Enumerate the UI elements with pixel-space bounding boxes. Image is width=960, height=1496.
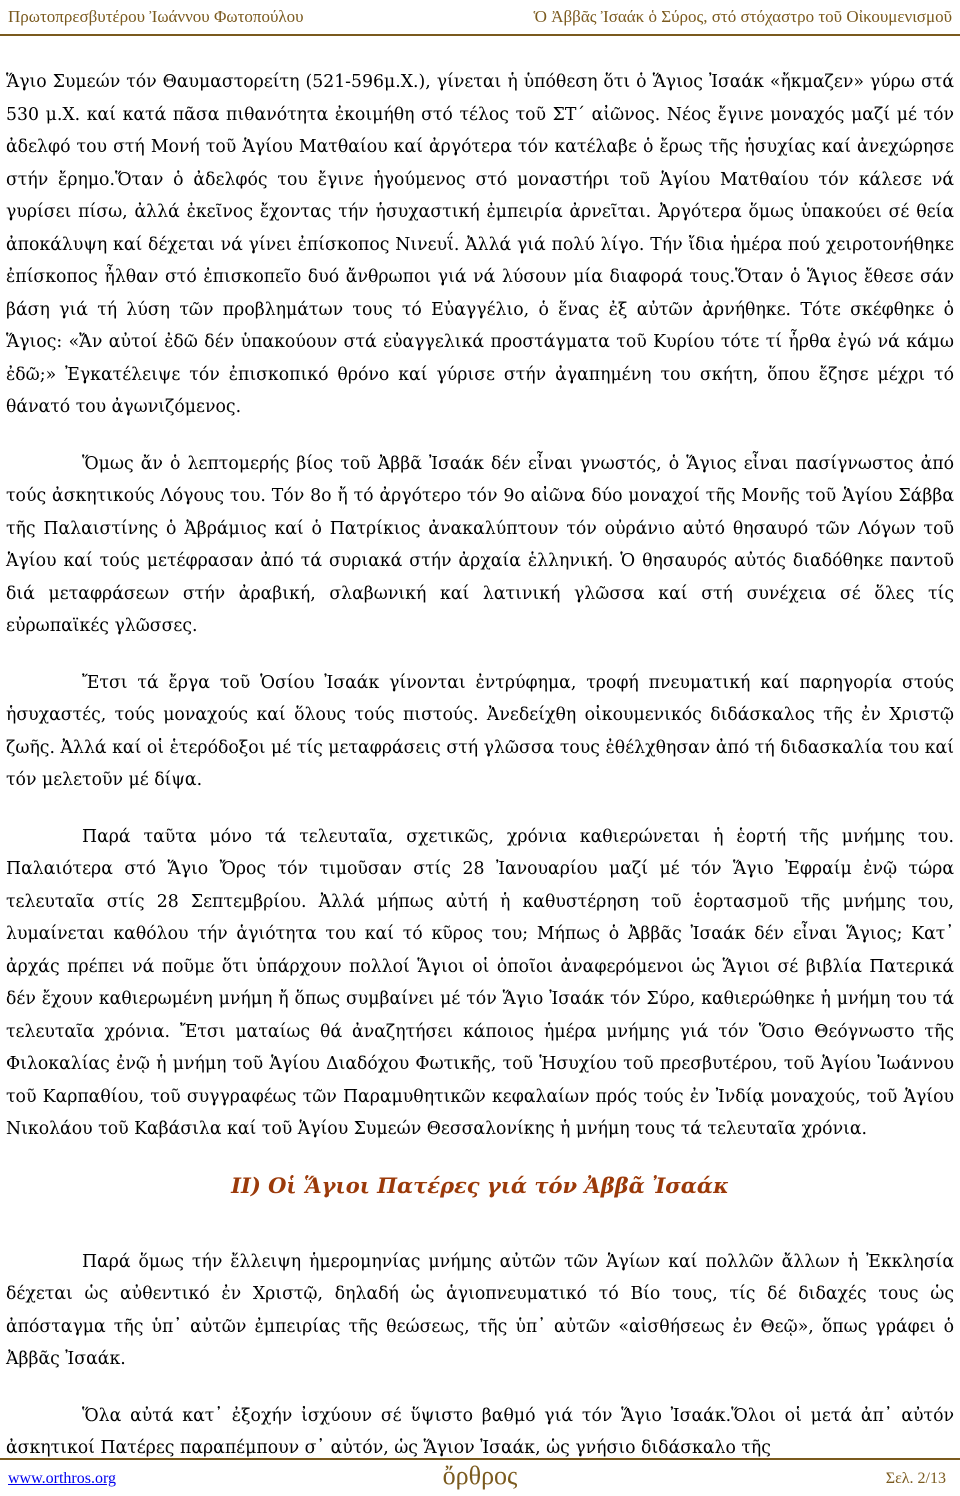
page-content	[6, 66, 954, 1489]
paragraph-6: Ὅλα αὐτά κατ᾽ ἐξοχήν ἰσχύουν σέ ὕψιστο βαθμό γιά τόν Ἅγιο Ἰσαάκ.Ὅλοι οἱ μετά ἀπ᾽ αὐτόν ἀσκητικοί Πατέρες παραπέμπουν σ᾽ αὐτόν, ὡς Ἅγιον Ἰσαάκ, ὡς γνήσιο διδάσκαλο τῆς	[6, 1405, 954, 1458]
header-title: Ὁ Ἀββᾶς Ἰσαάκ ὁ Σύρος, στό στόχαστρο τοῦ Οἰκουμενισμοῦ	[533, 7, 952, 26]
page-header	[0, 0, 960, 36]
section-heading: ΙΙ) Οἱ Ἅγιοι Πατέρες γιά τόν Ἀββᾶ Ἰσαάκ	[231, 1172, 729, 1198]
paragraph-2: Ὅμως ἄν ὁ λεπτομερής βίος τοῦ Ἀββᾶ Ἰσαάκ δέν εἶναι γνωστός, ὁ Ἅγιος εἶναι πασίγνωστος ἀπό τούς ἀσκητικούς Λόγους του. Τόν 8ο ἤ τό ἀργότερο τόν 9ο αἰῶνα δύο μοναχοί τῆς Μονῆς τοῦ Ἁγίου Σάββα τῆς Παλαιστίνης ὁ Ἀβράμιος καί ὁ Πατρίκιος ἀνακαλύπτουν τόν οὐράνιο αὐτό θησαυρό τῶν Λόγων τοῦ Ἁγίου καί τούς μετέφρασαν ἀπό τά συριακά στήν ἀρχαία ἑλληνική. Ὁ θησαυρός αὐτός διαδόθηκε παντοῦ διά μεταφράσεων στήν ἀραβική, σλαβωνική καί λατινική γλῶσσα καί στή συνέχεια σέ ὅλες τίς εὐρωπαϊκές γλῶσσες.	[6, 453, 954, 636]
footer-title: ὄρθρος	[442, 1461, 518, 1490]
paragraph-4: Παρά ταῦτα μόνο τά τελευταῖα, σχετικῶς, χρόνια καθιερώνεται ἡ ἑορτή τῆς μνήμης του. Παλαιότερα στό Ἅγιο Ὄρος τόν τιμοῦσαν στίς 28 Ἰανουαρίου μαζί μέ τόν Ἅγιο Ἐφραίμ ἐνῷ τώρα τελευταῖα στίς 28 Σεπτεμβρίου. Ἀλλά μήπως αὐτή ἡ καθυστέρηση τοῦ ἑορτασμοῦ τῆς μνήμης του, λυμαίνεται καθόλου τήν ἁγιότητα του καί τό κῦρος του; Μήπως ὁ Ἀββᾶς Ἰσαάκ δέν εἶναι Ἅγιος; Κατ᾽ ἀρχάς πρέπει νά ποῦμε ὅτι ὑπάρχουν πολλοί Ἅγιοι οἱ ὁποῖοι ἀναφερόμενοι ὡς Ἅγιοι σέ βιβλία Πατερικά δέν ἔχουν καθιερωμένη μνήμη ἤ ὅπως συμβαίνει μέ τόν Ἅγιο Ἰσαάκ τόν Σύρο, καθιερώθηκε ἡ μνήμη του τά τελευταῖα χρόνια. Ἔτσι ματαίως θά ἀναζητήσει κάποιος ἡμέρα μνήμης γιά τόν Ὅσιο Θεόγνωστο τῆς Φιλοκαλίας ἐνῷ ἡ μνήμη τοῦ Ἁγίου Διαδόχου Φωτικῆς, τοῦ Ἡσυχίου τοῦ πρεσβυτέρου, τοῦ Ἁγίου Ἰωάννου τοῦ Καρπαθίου, τοῦ συγγραφέως τῶν Παραμυθητικῶν κεφαλαίων πρός τούς ἐν Ἰνδίᾳ μοναχούς, τοῦ Ἁγίου Νικολάου τοῦ Καβάσιλα καί τοῦ Ἁγίου Συμεών Θεσσαλονίκης ἡ μνήμη τους τά τελευταῖα χρόνια.	[6, 826, 954, 1139]
paragraph-1: Ἅγιο Συμεών τόν Θαυμαστορείτη (521-596μ.Χ.), γίνεται ἡ ὑπόθεση ὅτι ὁ Ἅγιος Ἰσαάκ «ἤκμαζεν» γύρω στά 530 μ.Χ. καί κατά πᾶσα πιθανότητα ἐκοιμήθη στό τέλος τοῦ ΣΤ΄ αἰῶνος. Νέος ἔγινε μοναχός μαζί μέ τόν ἀδελφό του στή Μονή τοῦ Ἁγίου Ματθαίου καί ἀργότερα τόν κατέλαβε ὁ ἔρως τῆς ἡσυχίας καί ἀνεχώρησε στήν ἔρημο.Ὅταν ὁ ἀδελφός του ἔγινε ἡγούμενος στό μοναστήρι τοῦ Ἁγίου Ματθαίου τόν κάλεσε νά γυρίσει πίσω, ἀλλά ἐκεῖνος ἔχοντας τήν ἡσυχαστική ἐμπειρία ἀρνεῖται. Ἀργότερα ὅμως ὑπακούει σέ θεία ἀποκάλυψη καί δέχεται νά γίνει ἐπίσκοπος Νινευΐ. Ἀλλά γιά πολύ λίγο. Τήν ἴδια ἡμέρα πού χειροτονήθηκε ἐπίσκοπος ἦλθαν στό ἐπισκοπεῖο δυό ἄνθρωποι γιά νά λύσουν μία διαφορά τους.Ὅταν ὁ Ἅγιος ἔθεσε σάν βάση γιά τή λύση τῶν προβλημάτων τους τό Εὐαγγέλιο, ὁ ἕνας ἐξ αὐτῶν ἀρνήθηκε. Τότε σκέφθηκε ὁ Ἅγιος: «Ἄν αὐτοί ἐδῶ δέν ὑπακούουν στά εὐαγγελικά προστάγματα τοῦ Κυρίου τότε τί ἦρθα ἐγώ νά κάμω ἐδῶ;» Ἐγκατέλειψε τόν ἐπισκοπικό θρόνο καί γύρισε στήν ἀγαπημένη του σκήτη, ὅπου ἔζησε μέχρι τό θάνατό του ἀγωνιζόμενος.	[6, 72, 954, 417]
page-footer	[0, 1458, 960, 1496]
header-author: Πρωτοπρεσβυτέρου Ἰωάννου Φωτοπούλου	[8, 7, 304, 26]
page-number: Σελ. 2/13	[885, 1470, 946, 1487]
footer-website-link[interactable]: www.orthros.org	[8, 1470, 116, 1487]
paragraph-5: Παρά ὅμως τήν ἔλλειψη ἡμερομηνίας μνήμης αὐτῶν τῶν Ἁγίων καί πολλῶν ἄλλων ἡ Ἐκκλησία δέχεται ὡς αὐθεντικό ἐν Χριστῷ, δηλαδή ὡς ἁγιοπνευματικό τό Βίο τους, τίς δέ διδαχές τους ὡς ἀπόσταγμα τῆς ὑπ᾽ αὐτῶν ἐμπειρίας τῆς θεώσεως, τῆς ὑπ᾽ αὐτῶν «αἰσθήσεως ἐν Θεῷ», ὅπως γράφει ὁ Ἀββᾶς Ἰσαάκ.	[6, 1251, 954, 1369]
paragraph-3: Ἔτσι τά ἔργα τοῦ Ὁσίου Ἰσαάκ γίνονται ἐντρύφημα, τροφή πνευματική καί παρηγορία στούς ἡσυχαστές, τούς μοναχούς καί ὅλους τούς πιστούς. Ἀνεδείχθη οἰκουμενικός διδάσκαλος τῆς ἐν Χριστῷ ζωῆς. Ἀλλά καί οἱ ἑτερόδοξοι μέ τίς μεταφράσεις στή γλῶσσα τους ἐθέλχθησαν ἀπό τή διδασκαλία του καί τόν μελετοῦν μέ δίψα.	[6, 672, 954, 790]
